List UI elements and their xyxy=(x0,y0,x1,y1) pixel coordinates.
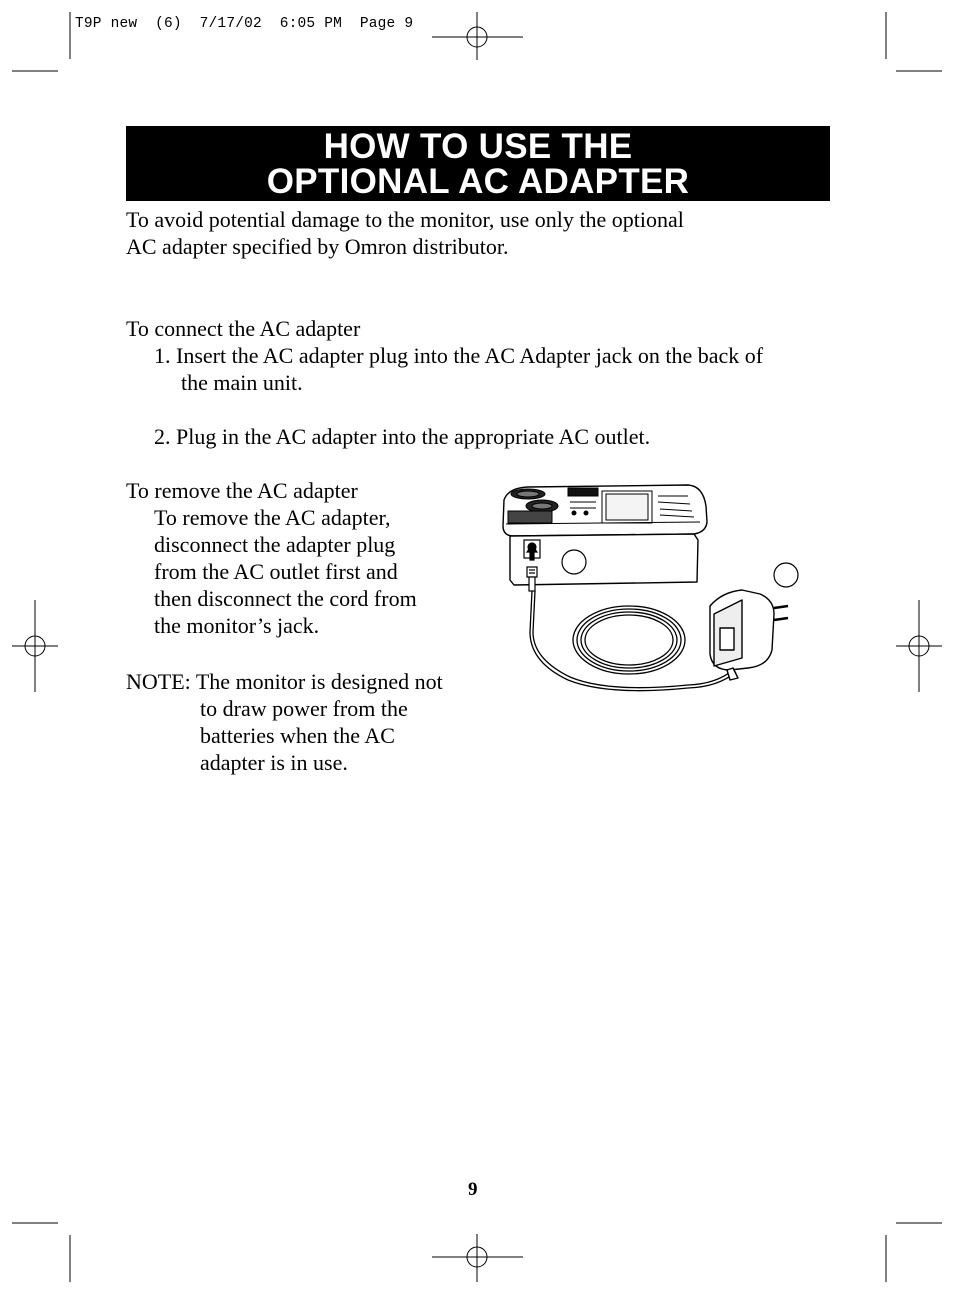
note-label-line: NOTE: The monitor is designed not xyxy=(126,669,443,694)
ac-adapter-illustration xyxy=(498,482,808,702)
connect-step-2: 2. Plug in the AC adapter into the appropriate AC outlet. xyxy=(154,424,651,449)
remove-line: then disconnect the cord from xyxy=(154,586,417,611)
note-paragraph xyxy=(200,695,408,776)
registration-target-right xyxy=(896,600,942,692)
registration-target-left xyxy=(12,600,58,692)
callout-circle-1 xyxy=(562,550,586,574)
note-line: batteries when the AC xyxy=(200,723,395,748)
intro-line-2: AC adapter specified by Omron distributor. xyxy=(126,234,509,259)
note-line: to draw power from the xyxy=(200,696,408,721)
connect-step-1-continued: the main unit. xyxy=(181,370,303,395)
page-number: 9 xyxy=(468,1179,478,1200)
connect-heading: To connect the AC adapter xyxy=(126,316,361,341)
intro-paragraph xyxy=(126,206,684,260)
callout-circle-2 xyxy=(774,563,798,587)
print-slug-line: T9P new (6) 7/17/02 6:05 PM Page 9 xyxy=(75,16,414,32)
connect-step-1: 1. Insert the AC adapter plug into the AC Adapter jack on the back of xyxy=(154,343,764,368)
page-title xyxy=(126,126,830,201)
title-line-1: HOW TO USE THE xyxy=(323,127,633,166)
remove-line: disconnect the adapter plug xyxy=(154,532,396,557)
intro-line-1: To avoid potential damage to the monitor, use only the optional xyxy=(126,207,684,232)
registration-target-top xyxy=(432,12,523,60)
remove-paragraph xyxy=(154,504,417,639)
registration-target-bottom xyxy=(432,1234,523,1282)
title-line-2: OPTIONAL AC ADAPTER xyxy=(266,162,690,201)
remove-line: the monitor’s jack. xyxy=(154,613,320,638)
remove-line: To remove the AC adapter, xyxy=(154,505,391,530)
note-line: adapter is in use. xyxy=(200,750,348,775)
remove-line: from the AC outlet first and xyxy=(154,559,398,584)
remove-heading: To remove the AC adapter xyxy=(126,478,358,503)
